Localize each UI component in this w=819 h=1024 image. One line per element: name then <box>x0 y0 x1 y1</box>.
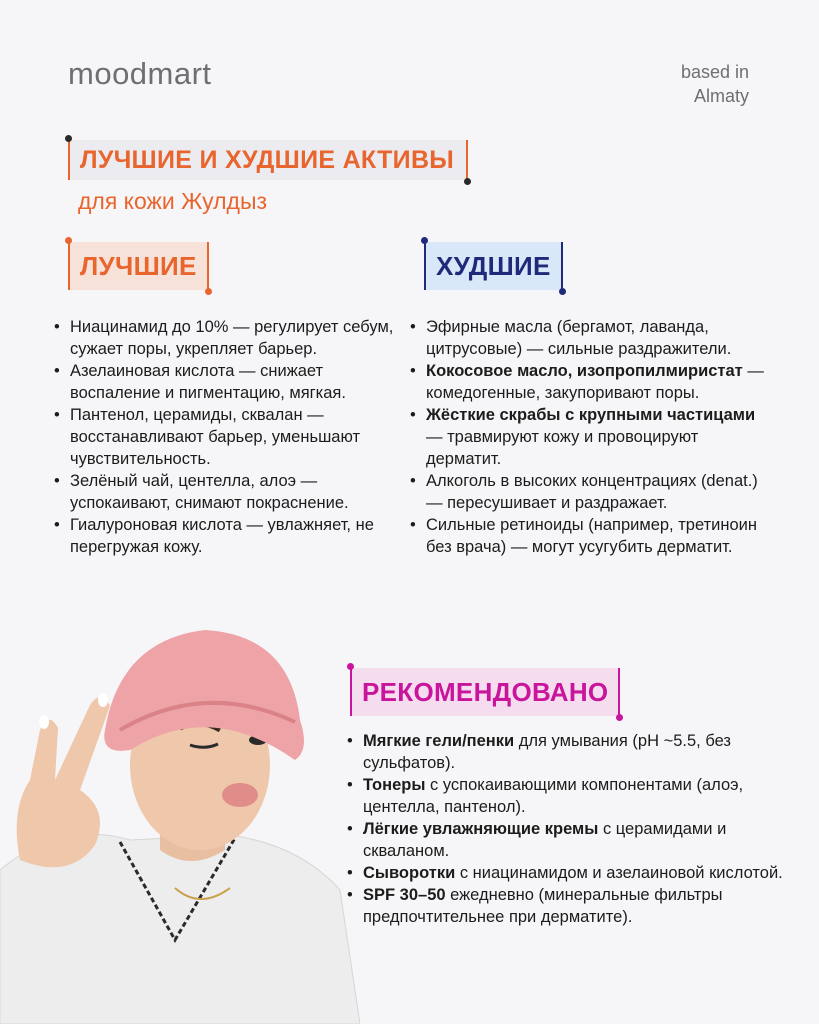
list-item <box>408 514 773 558</box>
item-bold-text: Жёсткие скрабы с крупными частицами <box>426 406 756 424</box>
title-corner-dot <box>65 135 72 142</box>
worst-section-label <box>424 242 563 290</box>
item-bold-text: Тонеры <box>363 776 426 794</box>
list-item <box>408 360 773 404</box>
list-item <box>408 470 773 514</box>
recommended-section-label <box>350 668 620 716</box>
item-text: Зелёный чай, центелла, алоэ — успокаивают, снимают покраснение. <box>70 472 349 512</box>
list-item <box>52 316 402 360</box>
item-bold-text: SPF 30–50 <box>363 886 446 904</box>
best-list <box>52 316 402 558</box>
list-item <box>52 404 402 470</box>
item-text: — комедогенные, закупоривают поры. <box>426 362 764 402</box>
item-text: ежедневно (минеральные фильтры предпочтительнее при дерматите). <box>363 886 723 926</box>
item-text: Гиалуроновая кислота — увлажняет, не перегружая кожу. <box>70 516 374 556</box>
list-item <box>408 404 773 470</box>
item-text: с ниацинамидом и азелаиновой кислотой. <box>455 864 783 882</box>
list-item <box>345 774 800 818</box>
list-item <box>345 862 800 884</box>
list-item <box>52 470 402 514</box>
label-corner-dot <box>205 288 212 295</box>
item-text: с успокаивающими компонентами (алоэ, центелла, пантенол). <box>363 776 744 816</box>
list-item <box>52 514 402 558</box>
page-title-box <box>68 140 468 180</box>
list-item <box>345 884 800 928</box>
item-text: Алкоголь в высоких концентрациях (denat.) — пересушивает и раздражает. <box>426 472 758 512</box>
title-corner-dot <box>464 178 471 185</box>
recommended-label-text: РЕКОМЕНДОВАНО <box>362 677 609 707</box>
label-corner-dot <box>347 663 354 670</box>
label-corner-dot <box>65 237 72 244</box>
person-photo <box>0 610 360 1024</box>
worst-label-text: ХУДШИЕ <box>436 251 551 281</box>
label-corner-dot <box>616 714 623 721</box>
location-text <box>681 60 749 108</box>
item-text: Сильные ретиноиды (например, третиноин без врача) — могут усугубить дерматит. <box>426 516 757 556</box>
worst-list <box>408 316 773 558</box>
label-corner-dot <box>421 237 428 244</box>
item-text: с церамидами и скваланом. <box>363 820 727 860</box>
item-bold-text: Мягкие гели/пенки <box>363 732 515 750</box>
location-line-2: Almaty <box>693 86 749 106</box>
location-line-1: based in <box>680 62 749 82</box>
item-bold-text: Кокосовое масло, изопропилмиристат <box>426 362 743 380</box>
item-text: Пантенол, церамиды, сквалан — восстанавливают барьер, уменьшают чувствительность. <box>70 406 361 468</box>
recommended-list <box>345 730 800 928</box>
item-text: — травмируют кожу и провоцируют дерматит. <box>426 428 699 468</box>
page-subtitle: для кожи Жулдыз <box>78 188 268 214</box>
list-item <box>345 730 800 774</box>
item-bold-text: Лёгкие увлажняющие кремы <box>363 820 599 838</box>
item-text: для умывания (pH ~5.5, без сульфатов). <box>363 732 731 772</box>
best-label-text: ЛУЧШИЕ <box>80 251 197 281</box>
label-corner-dot <box>559 288 566 295</box>
item-text: Ниацинамид до 10% — регулирует себум, сужает поры, укрепляет барьер. <box>70 318 394 358</box>
best-section-label <box>68 242 209 290</box>
list-item <box>52 360 402 404</box>
list-item <box>345 818 800 862</box>
list-item <box>408 316 773 360</box>
item-bold-text: Сыворотки <box>363 864 456 882</box>
page-title: ЛУЧШИЕ И ХУДШИЕ АКТИВЫ <box>80 146 455 174</box>
item-text: Эфирные масла (бергамот, лаванда, цитрусовые) — сильные раздражители. <box>426 318 732 358</box>
brand-logo: moodmart <box>68 56 212 91</box>
item-text: Азелаиновая кислота — снижает воспаление и пигментацию, мягкая. <box>70 362 346 402</box>
